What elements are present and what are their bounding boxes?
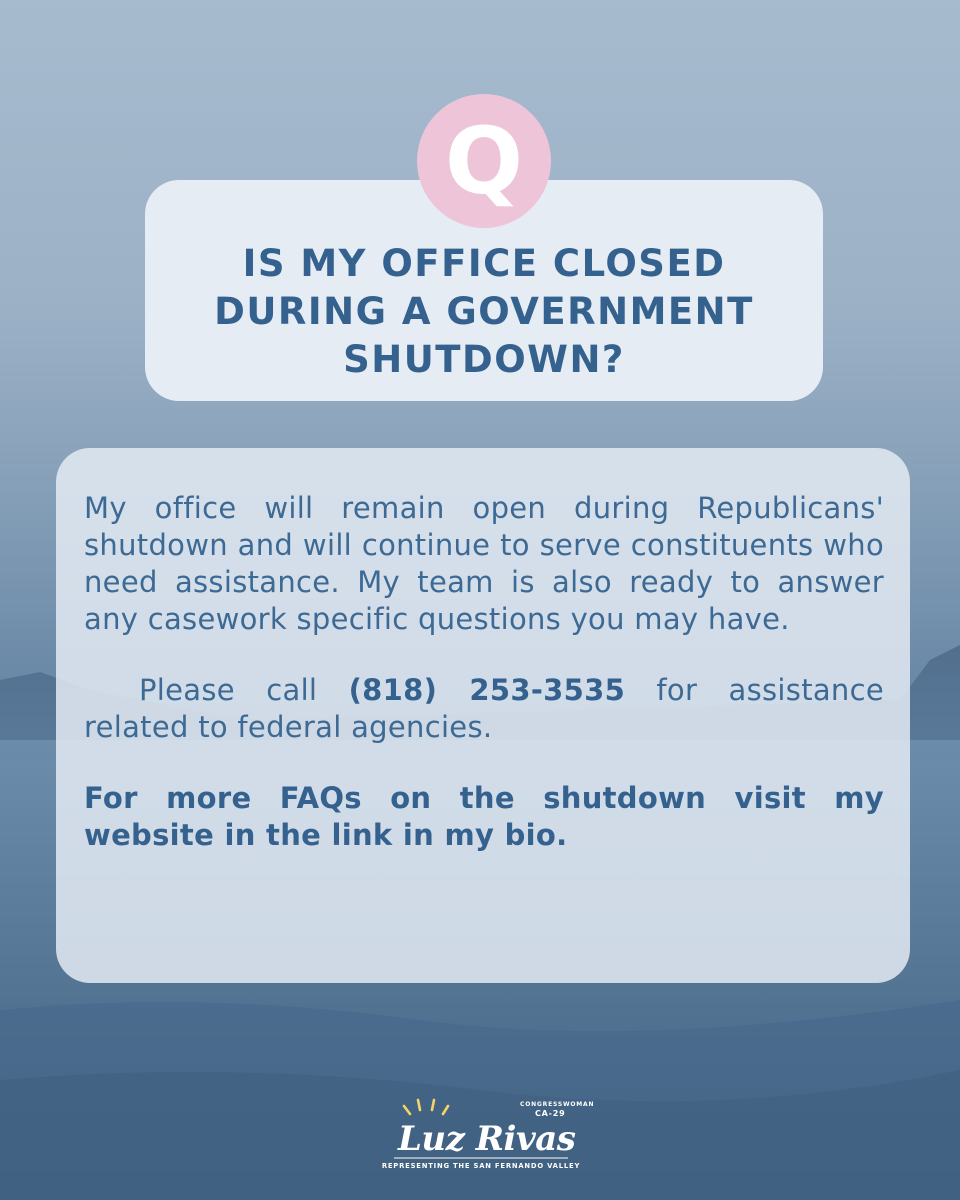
luz-rivas-logo [381,1092,595,1176]
question-title-line: SHUTDOWN? [343,338,625,381]
answer-body [84,490,884,854]
answer-paragraph-phone [84,672,884,746]
phone-number: (818) 253-3535 [348,673,626,707]
answer-faq-note: For more FAQs on the shutdown visit my website in the link in my bio. [84,781,884,852]
phone-prefix: Please call [139,673,349,707]
logo-title-word: CONGRESSWOMAN [520,1101,595,1108]
question-title [145,240,823,384]
question-badge-letter: Q [444,108,524,215]
question-badge [417,94,551,228]
logo-tagline: REPRESENTING THE SAN FERNANDO VALLEY [381,1162,581,1170]
question-title-line: DURING A GOVERNMENT [214,290,754,333]
logo-name: Luz Rivas [398,1119,576,1159]
phone-suffix: for assistance related to federal agencies. [84,673,884,744]
question-title-line: IS MY OFFICE CLOSED [242,242,726,285]
logo-district: CA-29 [535,1109,566,1118]
answer-paragraph: My office will remain open during Republicans' shutdown and will continue to serve constituents who need assistance. My team is also ready to answer any casework specific questions you may have. [84,491,884,636]
answer-card [56,448,910,983]
sun-rays-icon [404,1100,448,1114]
